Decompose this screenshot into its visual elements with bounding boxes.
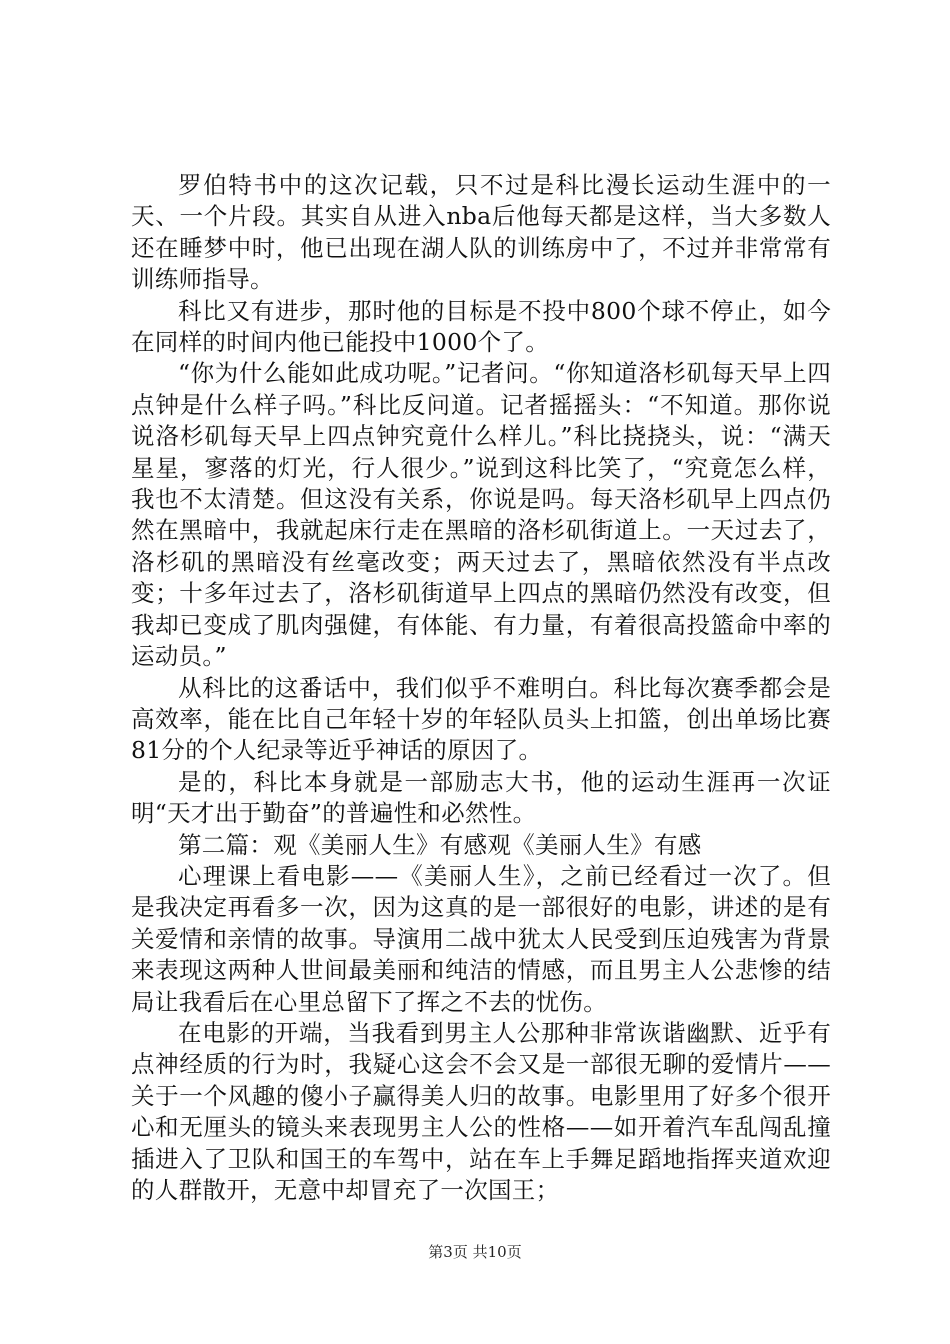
paragraph: 在电影的开端，当我看到男主人公那种非常诙谐幽默、近乎有点神经质的行为时，我疑心这会不会又是一部很无聊的爱情片——关于一个风趣的傻小子赢得美人归的故事。电影里用了好多个很开心和无厘头的镜头来表现男主人公的性格——如开着汽车乱闯乱撞插进入了卫队和国王的车驾中，站在车上手舞足蹈地指挥夹道欢迎的人群散开，无意中却冒充了一次国王； [131, 1018, 831, 1204]
section-heading: 第二篇：观《美丽人生》有感观《美丽人生》有感 [178, 830, 702, 859]
page-footer [0, 1242, 950, 1262]
page-number: 第3页 共10页 [428, 1243, 522, 1261]
paragraph: 罗伯特书中的这次记载，只不过是科比漫长运动生涯中的一天、一个片段。其实自从进入nba后他每天都是这样，当大多数人还在睡梦中时，他已出现在湖人队的训练房中了，不过并非常常有训练师指导。 [131, 171, 832, 294]
paragraph: 心理课上看电影——《美丽人生》，之前已经看过一次了。但是我决定再看多一次，因为这真的是一部很好的电影，讲述的是有关爱情和亲情的故事。导演用二战中犹太人民受到压迫残害为背景来表现这两种人世间最美丽和纯洁的情感，而且男主人公悲惨的结局让我看后在心里总留下了挥之不去的忧伤。 [131, 861, 831, 1016]
paragraph: 从科比的这番话中，我们似乎不难明白。科比每次赛季都会是高效率，能在比自己年轻十岁的年轻队员头上扣篮，创出单场比赛81分的个人纪录等近乎神话的原因了。 [131, 673, 831, 765]
document-body [131, 170, 831, 1206]
paragraph: 科比又有进步，那时他的目标是不投中800个球不停止，如今在同样的时间内他已能投中1000个了。 [131, 296, 831, 357]
paragraph: 是的，科比本身就是一部励志大书，他的运动生涯再一次证明“天才出于勤奋”的普遍性和必然性。 [131, 767, 831, 828]
paragraph: “你为什么能如此成功呢。”记者问。“你知道洛杉矶每天早上四点钟是什么样子吗。”科比反问道。记者摇摇头：“不知道。那你说说洛杉矶每天早上四点钟究竟什么样儿。”科比挠挠头，说：“满天星星，寥落的灯光，行人很少。”说到这科比笑了，“究竟怎么样，我也不太清楚。但这没有关系，你说是吗。每天洛杉矶早上四点仍然在黑暗中，我就起床行走在黑暗的洛杉矶街道上。一天过去了，洛杉矶的黑暗没有丝毫改变；两天过去了，黑暗依然没有半点改变；十多年过去了，洛杉矶街道早上四点的黑暗仍然没有改变，但我却已变成了肌肉强健，有体能、有力量，有着很高投篮命中率的运动员。” [131, 359, 831, 671]
